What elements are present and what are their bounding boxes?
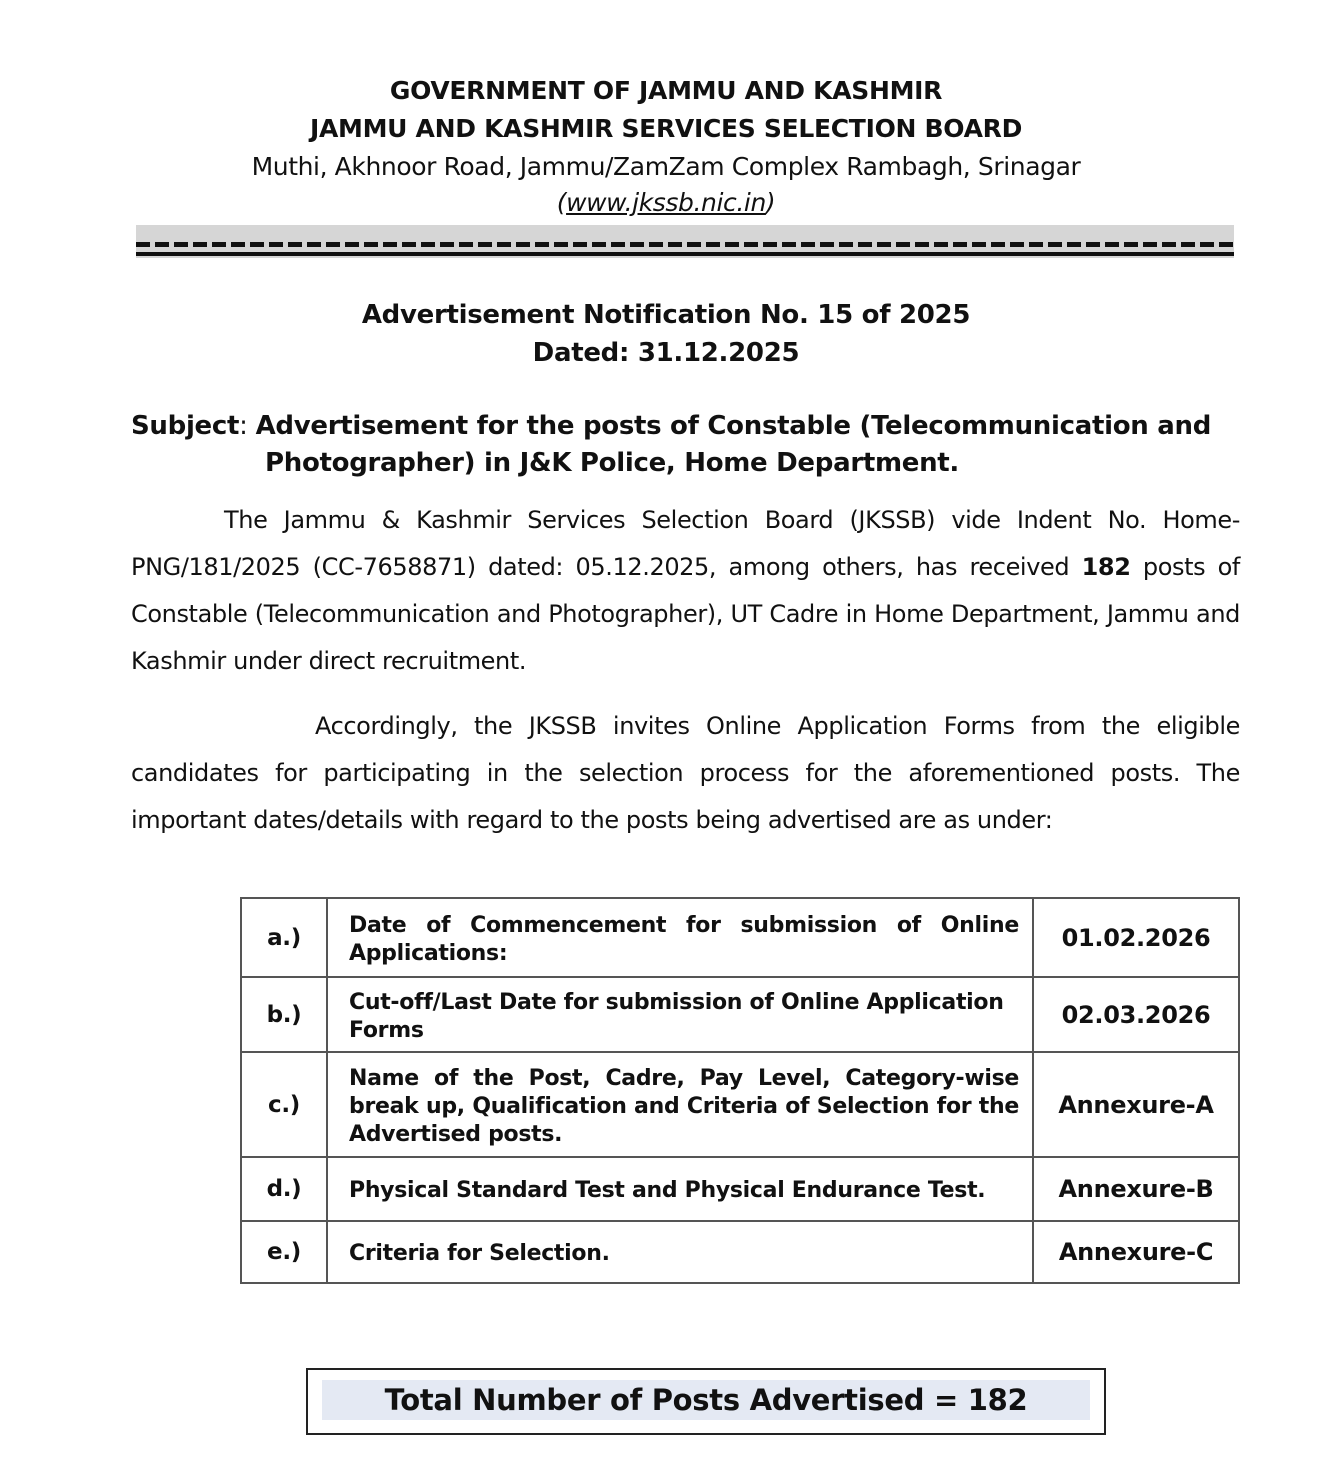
intro-text-before: The Jammu & Kashmir Services Selection Board (JKSSB) vide Indent No. Home-PNG/181/2025 (CC-7658871) dated: 05.12.2025, among others, has received	[131, 506, 1240, 581]
header-divider	[136, 225, 1234, 258]
subject-block	[131, 408, 1241, 482]
row-serial: c.)	[241, 1052, 327, 1157]
intro-paragraph	[131, 497, 1240, 685]
row-description: Physical Standard Test and Physical Endurance Test.	[327, 1157, 1033, 1221]
row-value: 02.03.2026	[1033, 977, 1239, 1052]
table-row	[241, 977, 1239, 1052]
intro-text-after: posts of Constable (Telecommunication and Photographer), UT Cadre in Home Department, Jammu and Kashmir under direct recruitment.	[131, 553, 1240, 675]
row-serial: b.)	[241, 977, 327, 1052]
notification-date: Dated: 31.12.2025	[532, 338, 800, 368]
row-description: Criteria for Selection.	[327, 1221, 1033, 1283]
website-line	[0, 188, 1332, 217]
website-paren-close: )	[765, 188, 776, 217]
row-value: 01.02.2026	[1033, 898, 1239, 977]
dashed-rule	[136, 242, 1234, 247]
total-posts-box	[306, 1368, 1106, 1435]
subject-line-2: Photographer) in J&K Police, Home Department.	[265, 448, 960, 478]
schedule-table	[240, 897, 1240, 1284]
row-value-annexure[interactable]: Annexure-A	[1033, 1052, 1239, 1157]
website-link[interactable]: www.jkssb.nic.in	[566, 188, 766, 217]
board-address: Muthi, Akhnoor Road, Jammu/ZamZam Complex Rambagh, Srinagar	[251, 152, 1081, 181]
table-row	[241, 1052, 1239, 1157]
subject-line-1: Advertisement for the posts of Constable (Telecommunication and	[255, 411, 1212, 441]
website-paren-open: (	[556, 188, 567, 217]
invitation-paragraph: Accordingly, the JKSSB invites Online Application Forms from the eligible candidates for participating in the selection process for the aforementioned posts. The important dates/details with regard to the posts being advertised are as under:	[131, 712, 1240, 834]
row-description: Name of the Post, Cadre, Pay Level, Category-wise break up, Qualification and Criteria of Selection for the Advertised posts.	[327, 1052, 1033, 1157]
row-value-annexure[interactable]: Annexure-B	[1033, 1157, 1239, 1221]
government-title: GOVERNMENT OF JAMMU AND KASHMIR	[389, 76, 943, 105]
table-row	[241, 1157, 1239, 1221]
row-description: Date of Commencement for submission of Online Applications:	[327, 898, 1033, 977]
solid-rule	[136, 252, 1234, 256]
board-title: JAMMU AND KASHMIR SERVICES SELECTION BOARD	[309, 114, 1023, 143]
notification-number: Advertisement Notification No. 15 of 2025	[361, 300, 971, 330]
subject-colon: :	[239, 411, 256, 441]
row-serial: d.)	[241, 1157, 327, 1221]
table-row	[241, 1221, 1239, 1283]
row-description: Cut-off/Last Date for submission of Online Application Forms	[327, 977, 1033, 1052]
row-serial: e.)	[241, 1221, 327, 1283]
total-posts-text: Total Number of Posts Advertised = 182	[322, 1380, 1090, 1420]
table-row	[241, 898, 1239, 977]
posts-count: 182	[1081, 553, 1131, 581]
row-serial: a.)	[241, 898, 327, 977]
subject-label: Subject	[131, 411, 240, 441]
row-value-annexure[interactable]: Annexure-C	[1033, 1221, 1239, 1283]
